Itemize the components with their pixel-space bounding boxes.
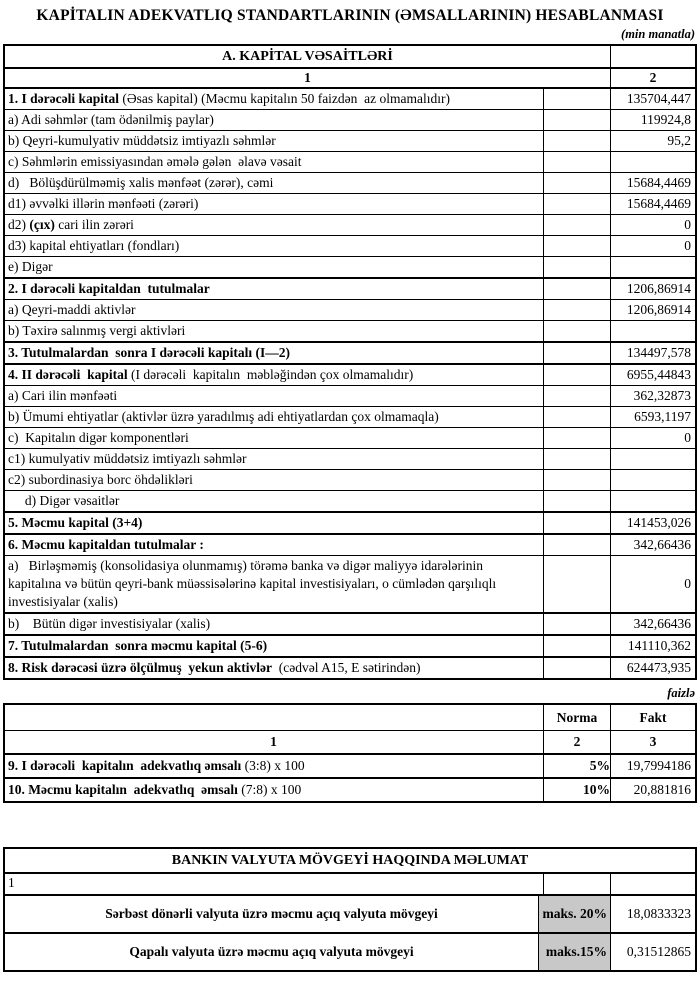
row-mid-cell [544, 365, 611, 385]
row-mid-cell [544, 236, 611, 256]
table-row [5, 932, 695, 970]
row-label-rest: a) Cari ilin mənfəəti [8, 388, 118, 403]
currency-row-number: 1 [5, 874, 544, 894]
row-value: 6955,44843 [626, 367, 691, 382]
row-mid-cell [544, 428, 611, 448]
currency-table-body [5, 894, 695, 970]
table-row [5, 193, 695, 214]
row-label [5, 407, 544, 427]
table-row [5, 256, 695, 277]
table-row [5, 320, 695, 341]
row-mid-cell [544, 636, 611, 656]
row-label-rest: c) Səhmlərin emissiyasından əmələ gələn əlavə vəsait [8, 154, 302, 169]
colnum-1: 1 [5, 69, 611, 87]
row-mid-cell [544, 658, 611, 678]
row-label: Qapalı valyuta üzrə məcmu açıq valyuta mövgeyi [5, 934, 539, 970]
table-row [5, 214, 695, 235]
row-label-bold: 9. I dərəcəli kapitalın adekvatlıq əmsalı [8, 758, 242, 773]
table-row [5, 469, 695, 490]
row-value [611, 152, 695, 172]
row-label-bold: 3. Tutulmalardan sonra I dərəcəli kapitalı (I—2) [8, 345, 291, 360]
capital-table-header-row [5, 46, 695, 67]
row-label-rest: d) Digər vəsaitlər [8, 493, 120, 508]
table-row [5, 634, 695, 656]
row-label: Sərbəst dönərli valyuta üzrə məcmu açıq valyuta mövgeyi [5, 896, 539, 932]
table-row [5, 448, 695, 469]
fakt-value: 20,881816 [633, 782, 691, 797]
row-label [5, 194, 544, 214]
capital-table-body [5, 87, 695, 678]
row-mid-cell [544, 110, 611, 130]
ratios-header-empty [5, 705, 544, 730]
row-label-bold: 8. Risk dərəcəsi üzrə ölçülmuş yekun aktivlər [8, 660, 272, 675]
row-label-rest: b) Bütün digər investisiyalar (xalis) [8, 616, 211, 631]
table-row [5, 130, 695, 151]
table-row [5, 172, 695, 193]
table-row [5, 299, 695, 320]
row-value: 0 [684, 217, 691, 232]
row-mid-cell [544, 194, 611, 214]
row-value: 134497,578 [626, 345, 691, 360]
row-mid-cell [544, 257, 611, 277]
table-row [5, 777, 695, 801]
row-value: 15684,4469 [626, 196, 691, 211]
table-row [5, 363, 695, 385]
table-row [5, 894, 695, 932]
limit-text: maks.15% [545, 944, 607, 959]
table-row [5, 533, 695, 555]
row-value [611, 470, 695, 490]
row-label [5, 300, 544, 320]
limit-cell [539, 896, 611, 932]
row-value [611, 257, 695, 277]
row-mid-cell [544, 131, 611, 151]
row-mid-cell [544, 300, 611, 320]
row-value: 1206,86914 [626, 281, 691, 296]
ratios-table-body [5, 753, 695, 801]
table-row [5, 427, 695, 448]
row-label-rest: a) Birləşməmiş (konsolidasiya olunmamış) törəmə banka və digər maliyyə idarələrinin kapitalına və bütün qeyri-bank müəssisələrinə kapital investisiyaları, o cümlədən qarşılıqlı investisiyalar (xalis) [8, 558, 500, 609]
row-label [5, 110, 544, 130]
row-label [5, 470, 544, 490]
row-label [5, 257, 544, 277]
row-label [5, 658, 544, 678]
row-label [5, 386, 544, 406]
row-value: 342,66436 [633, 537, 691, 552]
table-row [5, 511, 695, 533]
row-value: 135704,447 [626, 91, 691, 106]
row-label-pre: d2) [8, 217, 30, 232]
row-value: 0 [684, 576, 691, 591]
row-label-rest: a) Qeyri-maddi aktivlər [8, 302, 136, 317]
currency-number-mid-cell [544, 874, 611, 894]
row-label [5, 636, 544, 656]
currency-table [3, 847, 697, 972]
row-value: 15684,4469 [626, 175, 691, 190]
row-label-rest: (I dərəcəli kapitalın məbləğindən çox olmamalıdır) [127, 367, 414, 382]
row-label-rest: b) Qeyri-kumulyativ müddətsiz imtiyazlı səhmlər [8, 133, 276, 148]
ratios-colnum-2: 2 [544, 731, 611, 753]
norma-value: 10% [544, 779, 611, 801]
ratios-colnum-3: 3 [649, 734, 657, 749]
norma-value: 5% [544, 755, 611, 777]
table-row [5, 341, 695, 363]
row-value: 141110,362 [627, 638, 691, 653]
table-row [5, 151, 695, 172]
table-row [5, 753, 695, 777]
row-label [5, 755, 544, 777]
capital-table-colnum-row [5, 67, 695, 87]
row-label [5, 279, 544, 299]
currency-table-title: BANKIN VALYUTA MÖVGEYİ HAQQINDA MƏLUMAT [171, 853, 529, 868]
row-label-bold: 6. Məcmu kapitaldan tutulmalar : [8, 537, 204, 552]
row-label-rest: d1) əvvəlki illərin mənfəəti (zərəri) [8, 196, 199, 211]
table-row [5, 109, 695, 130]
row-label [5, 173, 544, 193]
row-label-rest: (3:8) x 100 [241, 758, 305, 773]
limit-cell [539, 934, 611, 970]
table-row [5, 490, 695, 511]
row-mid-cell [544, 513, 611, 533]
row-value: 624473,935 [626, 660, 691, 675]
row-label-rest: e) Digər [8, 259, 53, 274]
row-mid-cell [544, 535, 611, 555]
row-mid-cell [544, 614, 611, 634]
ratios-table [3, 703, 697, 803]
row-label [5, 236, 544, 256]
row-label [5, 491, 544, 511]
table-row [5, 555, 695, 612]
row-value: 1206,86914 [626, 302, 691, 317]
row-label-rest: c2) subordinasiya borc öhdəlikləri [8, 472, 193, 487]
row-value [611, 491, 695, 511]
capital-table [3, 44, 697, 680]
row-mid-cell [544, 321, 611, 341]
row-label [5, 779, 544, 801]
row-mid-cell [544, 279, 611, 299]
norma-header: Norma [544, 705, 611, 730]
table-row [5, 385, 695, 406]
table-row [5, 612, 695, 634]
row-label [5, 152, 544, 172]
limit-text: maks. 20% [542, 906, 607, 921]
row-label [5, 365, 544, 385]
row-value [611, 449, 695, 469]
row-value: 119924,8 [640, 112, 691, 127]
row-value: 342,66436 [633, 616, 691, 631]
unit-note: (min manatla) [621, 27, 695, 41]
page-title: KAPİTALIN ADEKVATLIQ STANDARTLARININ (ƏMSALLARININ) HESABLANMASI [36, 7, 664, 24]
row-label [5, 89, 544, 109]
row-value: 0,31512865 [626, 944, 691, 959]
row-label-rest: (cədvəl A15, E sətirindən) [271, 660, 421, 675]
table-row [5, 406, 695, 427]
row-label-rest: (Əsas kapital) (Məcmu kapitalın 50 faizdən az olmamalıdır) [119, 91, 451, 106]
ratios-header-row [5, 705, 695, 730]
row-label [5, 343, 544, 363]
row-label-bold: 1. I dərəcəli kapital [8, 91, 119, 106]
row-label-rest: b) Təxirə salınmış vergi aktivləri [8, 323, 186, 338]
row-label [5, 513, 544, 533]
row-label-rest: b) Ümumi ehtiyatlar (aktivlər üzrə yaradılmış adi ehtiyatlardan çox olmamaqla) [8, 409, 439, 424]
table-row [5, 277, 695, 299]
currency-number-row [5, 872, 695, 894]
row-mid-cell [544, 449, 611, 469]
row-value: 362,32873 [633, 388, 691, 403]
row-value [611, 321, 695, 341]
row-label-bold: 4. II dərəcəli kapital [8, 367, 128, 382]
row-label [5, 614, 544, 634]
row-label-rest: a) Adi səhmlər (tam ödənilmiş paylar) [8, 112, 214, 127]
row-mid-cell [544, 491, 611, 511]
row-mid-cell [544, 407, 611, 427]
row-label [5, 321, 544, 341]
colnum-2: 2 [649, 70, 657, 85]
capital-table-header-empty-cell [611, 46, 695, 67]
ratios-colnum-row [5, 730, 695, 753]
table-row [5, 87, 695, 109]
row-value: 18,0833323 [626, 906, 691, 921]
row-value: 6593,1197 [634, 409, 691, 424]
row-label [5, 215, 544, 235]
row-label-rest: c) Kapitalın digər komponentləri [8, 430, 189, 445]
row-label-bold: 5. Məcmu kapital (3+4) [8, 515, 143, 530]
row-label-rest: cari ilin zərəri [54, 217, 134, 232]
percent-note: faizlə [667, 686, 695, 700]
table-row [5, 235, 695, 256]
row-mid-cell [544, 89, 611, 109]
row-label-rest: d) Bölüşdürülməmiş xalis mənfəət (zərər), cəmi [8, 175, 274, 190]
row-label [5, 556, 544, 612]
row-mid-cell [544, 470, 611, 490]
row-label [5, 428, 544, 448]
row-label [5, 449, 544, 469]
currency-number-value-cell [611, 874, 695, 894]
fakt-header: Fakt [639, 709, 667, 725]
row-mid-cell [544, 386, 611, 406]
row-mid-cell [544, 152, 611, 172]
row-label [5, 535, 544, 555]
row-mid-cell [544, 173, 611, 193]
row-mid-cell [544, 556, 611, 612]
row-label-rest: d3) kapital ehtiyatları (fondları) [8, 238, 180, 253]
row-mid-cell [544, 215, 611, 235]
row-value: 0 [684, 238, 691, 253]
ratios-colnum-1: 1 [5, 731, 544, 753]
row-label-bold: (çıx) [29, 217, 55, 232]
row-label-rest: (7:8) x 100 [237, 782, 302, 797]
row-value: 141453,026 [626, 515, 691, 530]
fakt-value: 19,7994186 [626, 758, 691, 773]
capital-table-section-header: A. KAPİTAL VƏSAİTLƏRİ [5, 46, 611, 67]
row-label-rest: c1) kumulyativ müddətsiz imtiyazlı səhmlər [8, 451, 247, 466]
row-value: 95,2 [667, 133, 691, 148]
table-row [5, 656, 695, 678]
row-label-bold: 7. Tutulmalardan sonra məcmu kapital (5-6) [8, 638, 268, 653]
row-label-bold: 2. I dərəcəli kapitaldan tutulmalar [8, 281, 210, 296]
row-label-bold: 10. Məcmu kapitalın adekvatlıq əmsalı [8, 782, 238, 797]
row-value: 0 [684, 430, 691, 445]
row-label [5, 131, 544, 151]
row-mid-cell [544, 343, 611, 363]
